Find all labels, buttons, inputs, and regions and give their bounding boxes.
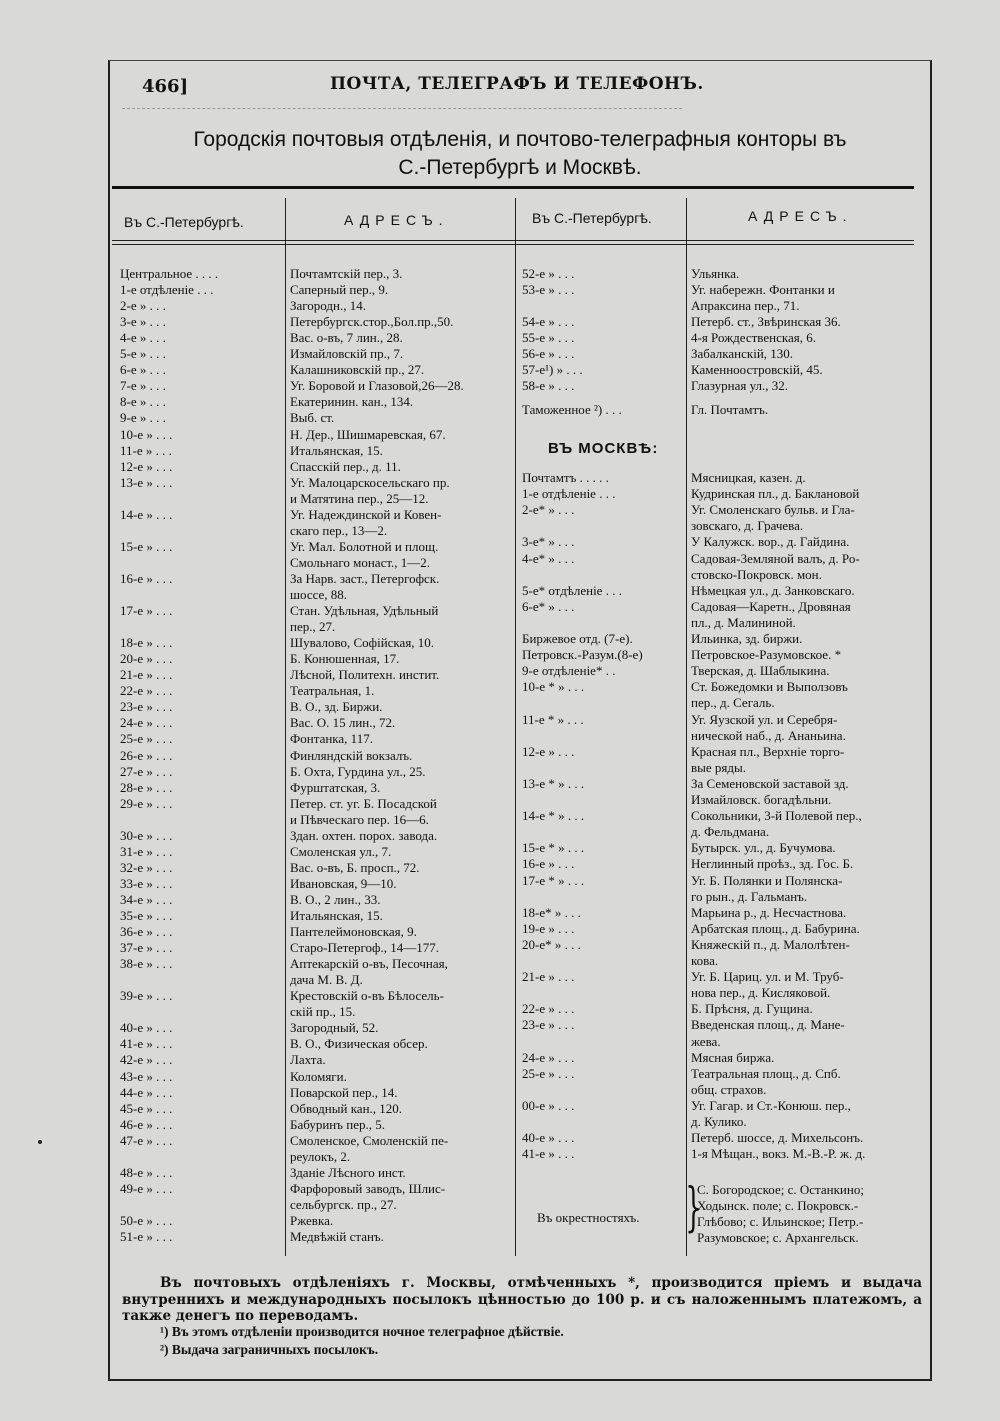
office-name: 24-е » . . .: [120, 715, 173, 731]
office-name: 27-е » . . .: [120, 763, 173, 779]
office-name: 17-е * » . . .: [522, 872, 585, 888]
office-address: Смольнаго монаст., 1—2.: [290, 554, 431, 570]
office-address: Саперный пер., 9.: [290, 282, 389, 298]
office-name: 1-е отдѣленіе . . .: [120, 282, 214, 298]
office-address: скаго пер., 13—2.: [290, 522, 388, 538]
office-name: 7-е » . . .: [120, 378, 166, 394]
office-address: Уг. Б. Цариц. ул. и М. Труб-: [691, 969, 844, 985]
office-name: 18-е » . . .: [120, 635, 173, 651]
office-name: 28-е » . . .: [120, 779, 173, 795]
office-address: За Нарв. заст., Петергофск.: [290, 570, 440, 586]
office-address: Уг. Мал. Болотной и площ.: [290, 538, 439, 554]
office-address: кова.: [691, 953, 719, 968]
office-name: 16-е » . . .: [120, 570, 173, 586]
office-address: Поварской пер., 14.: [290, 1084, 398, 1100]
office-address: Садовая—Каретн., Дровяная: [691, 598, 851, 614]
office-name: Таможенное ²) . . .: [522, 402, 622, 417]
office-name: 46-е » . . .: [120, 1116, 173, 1132]
office-name: 29-е » . . .: [120, 795, 173, 811]
office-address: Бутырск. ул., д. Бучумова.: [691, 840, 836, 856]
footnote-main: Въ почтовыхъ отдѣленіяхъ г. Москвы, отмѣченныхъ *, производится пріемъ и выдача внутреннихъ и международныхъ посылокъ цѣнностью до 100 р. и съ наложеннымъ платежомъ, а также денегъ по переводамъ.: [122, 1275, 922, 1324]
office-address: д. Кулико.: [691, 1114, 747, 1129]
office-address: Уг. Малоцарскосельскаго пр.: [290, 474, 450, 490]
office-address: Фурштатская, 3.: [290, 779, 381, 795]
office-address: Калашниковскій пр., 27.: [290, 362, 425, 378]
header-rule-top: [112, 240, 914, 241]
office-address: стовско-Покровск. мон.: [691, 566, 822, 582]
office-address: Коломяги.: [290, 1068, 347, 1084]
office-address: Тверская, д. Шаблыкина.: [691, 663, 830, 679]
column-header-office-right: Въ С.-Петербургѣ.: [532, 210, 652, 226]
office-address: Садовая-Земляной валъ, д. Ро-: [691, 550, 860, 566]
office-name: 39-е » . . .: [120, 988, 173, 1004]
office-name: 14-е * » . . .: [522, 808, 585, 824]
office-name: 23-е » . . .: [120, 699, 173, 715]
office-address: нова пер., д. Кисляковой.: [691, 985, 831, 1001]
office-address: Стан. Удѣльная, Удѣльный: [290, 603, 439, 619]
office-name: 19-е » . . .: [522, 920, 575, 936]
office-address: го рын., д. Гальманъ.: [691, 888, 808, 904]
office-address: Лахта.: [290, 1052, 326, 1068]
office-address: Почтамтскій пер., 3.: [290, 266, 403, 281]
office-name: 56-е » . . .: [522, 346, 575, 361]
office-address: Уг. Смоленскаго бульв. и Гла-: [691, 502, 855, 518]
office-address: д. Фельдмана.: [691, 824, 770, 840]
office-address: Ульянка.: [691, 266, 740, 281]
column-divider-1: [285, 198, 286, 1256]
office-name: 50-е » . . .: [120, 1212, 173, 1228]
office-address: Загородн., 14.: [290, 298, 366, 314]
office-address: За Семеновской заставой зд.: [691, 775, 849, 791]
header-rule-bottom: [112, 244, 914, 245]
office-name: 8-е » . . .: [120, 394, 166, 410]
office-name: 12-е » . . .: [120, 458, 173, 474]
office-address: В. О., Физическая обсер.: [290, 1036, 428, 1052]
office-address: Измайловскій пр., 7.: [290, 346, 404, 362]
office-address: Театральная, 1.: [290, 683, 375, 699]
office-address: Крестовскій о-въ Бѣлосель-: [290, 988, 444, 1004]
office-address: дача М. В. Д.: [290, 972, 363, 988]
footnote-1: ¹) Въ этомъ отдѣленіи производится ночное телеграфное дѣйствіе.: [160, 1324, 564, 1339]
office-name: 41-е » . . .: [522, 1146, 575, 1162]
office-name: 45-е » . . .: [120, 1100, 173, 1116]
office-address: Театральная площ., д. Спб.: [691, 1065, 841, 1081]
office-address: реулокъ, 2.: [290, 1148, 351, 1164]
suburb-line: С. Богородское; с. Останкино;: [697, 1182, 864, 1197]
suburb-line: Глѣбово; с. Ильинское; Петр.-: [697, 1214, 864, 1229]
office-address: Смоленское, Смоленскій пе-: [290, 1132, 449, 1148]
office-name: 3-е » . . .: [120, 314, 166, 330]
office-address: Забалканскій, 130.: [691, 346, 794, 361]
margin-mark: [38, 1140, 42, 1144]
office-address: Ржевка.: [290, 1212, 334, 1228]
office-address: Уг. Надеждинской и Ковен-: [290, 506, 442, 522]
office-address: Красная пл., Верхніе торго-: [691, 743, 845, 759]
office-name: 23-е » . . .: [522, 1017, 575, 1033]
office-name: 14-е » . . .: [120, 506, 173, 522]
office-address: Петербургск.стор.,Бол.пр.,50.: [290, 314, 454, 330]
office-name: 11-е * » . . .: [522, 711, 584, 727]
office-address: Здан. охтен. порох. завода.: [290, 827, 438, 843]
office-address: нической наб., д. Ананьина.: [691, 727, 846, 743]
office-address: Н. Дер., Шишмаревская, 67.: [290, 426, 446, 442]
office-address: 4-я Рождественская, 6.: [691, 330, 816, 345]
office-address: Фонтанка, 117.: [290, 731, 373, 747]
office-name: 22-е » . . .: [120, 683, 173, 699]
office-name: 2-е » . . .: [120, 298, 166, 314]
office-address: Нѣмецкая ул., д. Занковскаго.: [691, 582, 855, 598]
office-name: 18-е* » . . .: [522, 904, 581, 920]
column-divider-3: [686, 198, 687, 1256]
office-name: 17-е » . . .: [120, 603, 173, 619]
office-address: Финляндскій вокзалъ.: [290, 747, 413, 763]
office-address: Б. Конюшенная, 17.: [290, 651, 400, 667]
office-address: Б. Прѣсня, д. Гущина.: [691, 1001, 813, 1017]
office-name: 13-е » . . .: [120, 474, 173, 490]
office-address: шоссе, 88.: [290, 587, 348, 602]
office-address: Вас. О. 15 лин., 72.: [290, 715, 396, 731]
office-name: 25-е » . . .: [522, 1065, 575, 1081]
office-name: Центральное . . . .: [120, 266, 219, 281]
page-title: [110, 126, 930, 182]
office-address: скій пр., 15.: [290, 1004, 356, 1020]
column-header-office-left: Въ С.-Петербургѣ.: [124, 214, 244, 230]
office-address: Неглинный проѣз., зд. Гос. Б.: [691, 856, 854, 872]
office-name: 22-е » . . .: [522, 1001, 575, 1017]
running-title: ПОЧТА, ТЕЛЕГРАФЪ И ТЕЛЕФОНЪ.: [330, 74, 704, 94]
office-address: Бабуринъ пер., 5.: [290, 1116, 385, 1132]
column-divider-2: [515, 198, 516, 1256]
title-rule: [112, 186, 914, 189]
office-address: пл., д. Малининой.: [691, 614, 796, 630]
office-address: Ст. Божедомки и Выползовъ: [691, 679, 848, 695]
office-address: Княжескій п., д. Малолѣтен-: [691, 936, 850, 952]
office-address: У Калужск. вор., д. Гайдина.: [691, 534, 850, 550]
office-name: 11-е » . . .: [120, 442, 172, 458]
office-address: В. О., зд. Биржи.: [290, 699, 383, 715]
office-address: Введенская площ., д. Мане-: [691, 1017, 845, 1033]
office-address: Петровское-Разумовское. *: [691, 647, 842, 663]
office-name: 9-е отдѣленіе* . .: [522, 663, 616, 679]
office-name: 33-е » . . .: [120, 875, 173, 891]
office-address: и Матятина пер., 25—12.: [290, 490, 429, 506]
office-address: Ильинка, зд. биржи.: [691, 631, 803, 646]
office-address: Каменноостровскій, 45.: [691, 362, 823, 377]
office-name: 26-е » . . .: [120, 747, 173, 763]
office-name: 6-е* » . . .: [522, 598, 575, 614]
office-name: 48-е » . . .: [120, 1164, 173, 1180]
office-name: 53-е » . . .: [522, 282, 575, 297]
office-address: Сокольники, 3-й Полевой пер.,: [691, 808, 862, 824]
office-name: 54-е » . . .: [522, 314, 575, 329]
office-name: 43-е » . . .: [120, 1068, 173, 1084]
office-name: 49-е » . . .: [120, 1180, 173, 1196]
office-address: Марьина р., д. Несчастнова.: [691, 904, 847, 920]
suburbs-label: Въ окрестностяхъ.: [537, 1210, 640, 1225]
office-address: Обводный кан., 120.: [290, 1100, 403, 1116]
office-address: Уг. Боровой и Глазовой,26—28.: [290, 378, 464, 394]
dashed-divider: [122, 108, 682, 109]
office-name: 37-е » . . .: [120, 940, 173, 956]
office-name: 16-е » . . .: [522, 856, 575, 872]
office-name: 5-е » . . .: [120, 346, 166, 362]
office-name: 42-е » . . .: [120, 1052, 173, 1068]
office-name: 2-е* » . . .: [522, 502, 575, 518]
office-address: Петер. ст. уг. Б. Посадской: [290, 795, 437, 811]
office-address: Арбатская площ., д. Бабурина.: [691, 920, 860, 936]
office-address: Смоленская ул., 7.: [290, 843, 392, 859]
office-name: 15-е » . . .: [120, 538, 173, 554]
office-name: 10-е * » . . .: [522, 679, 585, 695]
footnote-2: ²) Выдача заграничныхъ посылокъ.: [160, 1342, 379, 1357]
office-address: Спасскій пер., д. 11.: [290, 458, 401, 474]
suburbs-brace: }: [685, 1178, 702, 1238]
office-name: 31-е » . . .: [120, 843, 173, 859]
office-address: Кудринская пл., д. Баклановой: [691, 486, 860, 502]
office-address: Итальянская, 15.: [290, 908, 383, 923]
office-name: 57-е¹) » . . .: [522, 362, 583, 377]
office-name: 21-е » . . .: [522, 969, 575, 985]
moscow-heading: ВЪ МОСКВѢ:: [548, 440, 659, 457]
office-name: 51-е » . . .: [120, 1229, 173, 1244]
office-name: 00-е » . . .: [522, 1097, 575, 1113]
office-address: Апраксина пер., 71.: [691, 298, 800, 313]
office-name: 6-е » . . .: [120, 362, 166, 378]
office-name: 38-е » . . .: [120, 956, 173, 972]
office-address: В. О., 2 лин., 33.: [290, 891, 381, 907]
office-name: 12-е » . . .: [522, 743, 575, 759]
office-address: Старо-Петергоф., 14—177.: [290, 940, 439, 956]
office-address: Пантелеймоновская, 9.: [290, 924, 417, 940]
office-name: 52-е » . . .: [522, 266, 575, 281]
office-name: 24-е » . . .: [522, 1049, 575, 1065]
column-header-address-right: АДРЕСЪ.: [748, 208, 853, 224]
office-name: 44-е » . . .: [120, 1084, 173, 1100]
office-address: Аптекарскій о-въ, Песочная,: [290, 956, 448, 972]
office-name: 40-е » . . .: [120, 1020, 173, 1036]
office-address: Медвѣжій станъ.: [290, 1229, 384, 1244]
office-address: жева.: [691, 1033, 721, 1049]
office-name: 5-е* отдѣленіе . . .: [522, 582, 622, 598]
office-name: 25-е » . . .: [120, 731, 173, 747]
office-name: 30-е » . . .: [120, 827, 173, 843]
title-line-2: С.-Петербургѣ и Москвѣ.: [398, 156, 642, 179]
office-address: Уг. Яузской ул. и Серебря-: [691, 711, 838, 727]
office-address: Екатеринин. кан., 134.: [290, 394, 414, 410]
page-number: 466]: [142, 76, 189, 97]
office-address: Б. Охта, Гурдина ул., 25.: [290, 763, 426, 779]
office-name: 1-е отдѣленіе . . .: [522, 486, 616, 502]
office-name: 10-е » . . .: [120, 426, 173, 442]
office-name: 40-е » . . .: [522, 1130, 575, 1146]
office-name: 32-е » . . .: [120, 859, 173, 875]
office-address: Глазурная ул., 32.: [691, 378, 789, 393]
office-address: Фарфоровый заводъ, Шлис-: [290, 1180, 446, 1196]
office-name: 20-е » . . .: [120, 651, 173, 667]
office-address: зовскаго, д. Грачева.: [691, 518, 804, 534]
office-address: пер., д. Сегаль.: [691, 695, 775, 711]
office-address: Мясная биржа.: [691, 1049, 775, 1065]
office-address: Вас. о-въ, 7 лин., 28.: [290, 330, 403, 346]
office-name: 35-е » . . .: [120, 908, 173, 923]
office-address: пер., 27.: [290, 619, 336, 635]
office-address: Итальянская, 15.: [290, 442, 383, 458]
office-address: Уг. набережн. Фонтанки и: [691, 282, 835, 297]
office-name: Почтамтъ . . . . .: [522, 470, 609, 485]
office-name: 36-е » . . .: [120, 924, 173, 940]
title-line-1: Городскія почтовыя отдѣленія, и почтово-телеграфныя конторы въ: [193, 128, 847, 151]
office-name: 4-е » . . .: [120, 330, 166, 346]
office-address: общ. страхов.: [691, 1081, 767, 1097]
office-name: 4-е* » . . .: [522, 550, 575, 566]
office-address: и Пѣвческаго пер. 16—6.: [290, 811, 429, 827]
office-address: Загородный, 52.: [290, 1020, 379, 1036]
office-address: 1-я Мѣщан., вокз. М.-В.-Р. ж. д.: [691, 1146, 866, 1162]
office-address: Уг. Б. Полянки и Полянска-: [691, 872, 843, 888]
office-address: вые ряды.: [691, 759, 746, 775]
office-address: сельбургск. пр., 27.: [290, 1196, 397, 1212]
office-name: 58-е » . . .: [522, 378, 575, 393]
office-name: Биржевое отд. (7-е).: [522, 631, 633, 646]
suburb-line: Разумовское; с. Архангельск.: [697, 1230, 859, 1245]
office-name: 34-е » . . .: [120, 891, 173, 907]
suburb-line: Ходынск. поле; с. Покровск.-: [697, 1198, 859, 1213]
office-address: Лѣсной, Политехн. инстит.: [290, 667, 440, 683]
office-address: Петерб. шоссе, д. Михельсонъ.: [691, 1130, 864, 1146]
office-name: 3-е* » . . .: [522, 534, 575, 550]
office-name: Петровск.-Разум.(8-е): [522, 647, 643, 663]
office-address: Петерб. ст., Звѣринская 36.: [691, 314, 841, 329]
office-address: Ивановская, 9—10.: [290, 875, 397, 891]
column-header-address-left: АДРЕСЪ.: [344, 212, 449, 228]
office-address: Уг. Гагар. и Ст.-Конюш. пер.,: [691, 1097, 851, 1113]
office-address: Гл. Почтамтъ.: [691, 402, 769, 417]
office-name: 41-е » . . .: [120, 1036, 173, 1052]
office-name: 21-е » . . .: [120, 667, 173, 683]
office-address: Зданіе Лѣсного инст.: [290, 1164, 406, 1180]
office-name: 9-е » . . .: [120, 410, 166, 426]
office-name: 15-е * » . . .: [522, 840, 585, 856]
office-name: 20-е* » . . .: [522, 936, 581, 952]
office-address: Мясницкая, казен. д.: [691, 470, 806, 485]
office-name: 55-е » . . .: [522, 330, 575, 345]
office-address: Измайловск. богадѣльни.: [691, 792, 832, 807]
office-address: Выб. ст.: [290, 410, 335, 426]
office-name: 47-е » . . .: [120, 1132, 173, 1148]
office-address: Шувалово, Софійская, 10.: [290, 635, 435, 651]
office-name: 13-е * » . . .: [522, 775, 585, 791]
office-address: Вас. о-въ, Б. просп., 72.: [290, 859, 420, 875]
